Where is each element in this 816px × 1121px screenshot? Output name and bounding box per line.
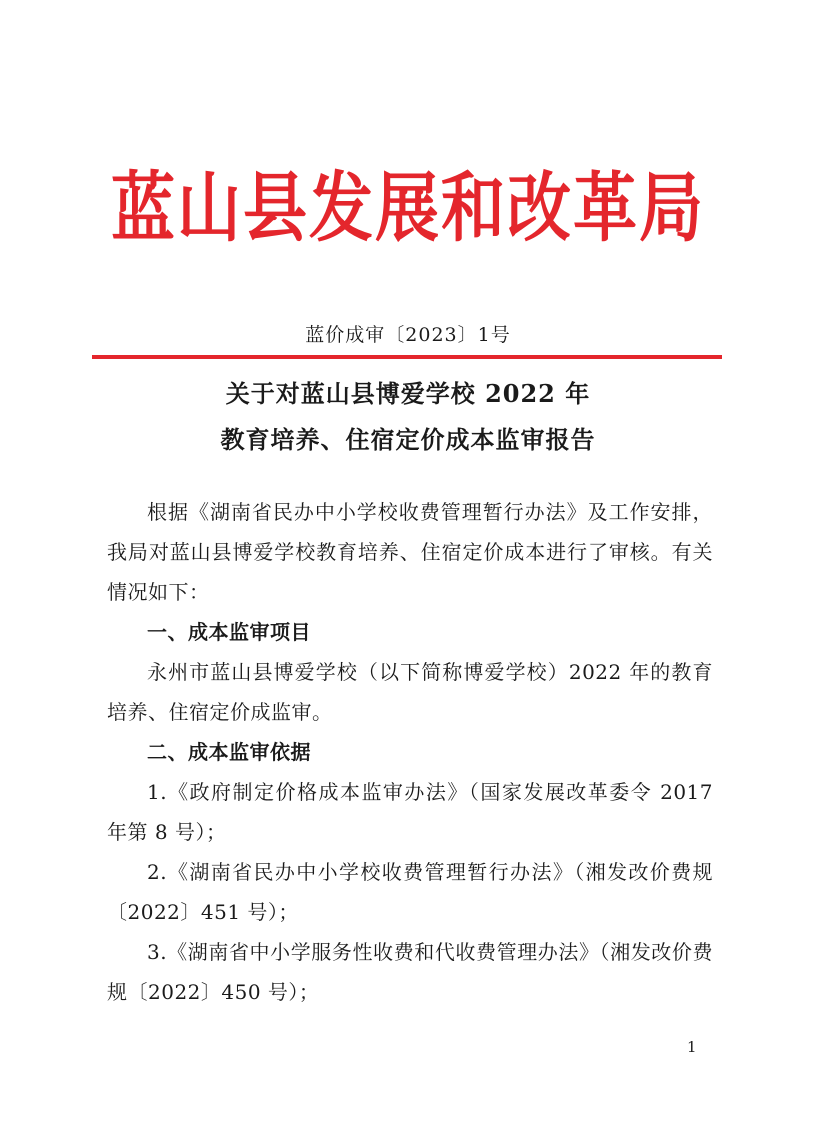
basis-item-2: 2.《湖南省民办中小学校收费管理暂行办法》（湘发改价费规〔2022〕451 号）； (107, 860, 713, 924)
document-title-line-2: 教育培养、住宿定价成本监审报告 (220, 425, 596, 454)
red-divider-line (92, 355, 722, 359)
basis-item-3: 3.《湖南省中小学服务性收费和代收费管理办法》（湘发改价费规〔2022〕450 号）； (107, 940, 713, 1004)
agency-header: 蓝山县发展和改革局 (111, 164, 705, 254)
document-body (107, 492, 713, 1012)
basis-item-1: 1.《政府制定价格成本监审办法》（国家发展改革委令 2017 年第 8 号）； (107, 780, 713, 844)
section-1-text: 永州市蓝山县博爱学校（以下简称博爱学校）2022 年的教育培养、住宿定价成监审。 (107, 660, 713, 724)
page-number: 1 (687, 1038, 697, 1056)
section-2-heading: 二、成本监审依据 (147, 740, 311, 764)
document-number: 蓝价成审〔2023〕1号 (305, 324, 511, 346)
intro-paragraph: 根据《湖南省民办中小学校收费管理暂行办法》及工作安排，我局对蓝山县博爱学校教育培养、住宿定价成本进行了审核。有关情况如下： (107, 500, 713, 604)
document-title-line-1: 关于对蓝山县博爱学校 2022 年 (225, 379, 591, 408)
section-1-heading: 一、成本监审项目 (147, 620, 311, 644)
